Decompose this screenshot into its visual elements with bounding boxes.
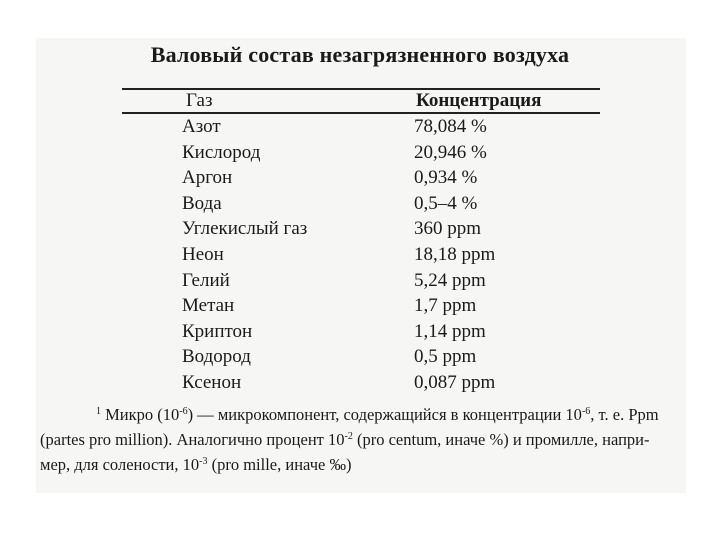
page-title: Валовый состав незагрязненного воздуха (150, 42, 570, 67)
footnote-text: Микро (10 (105, 405, 180, 424)
footnote-marker: 1 (96, 406, 101, 417)
footnote-text: (pro mille, иначе ‰) (207, 455, 352, 474)
gas-concentration: 360 ppm (414, 218, 482, 240)
gas-concentration: 1,14 ppm (414, 320, 486, 342)
header-gas: Газ (186, 90, 213, 111)
table-row (0, 193, 720, 219)
table-row (0, 270, 720, 296)
table-row (0, 218, 720, 244)
table-row (0, 116, 720, 142)
gas-name: Водород (182, 346, 251, 368)
header-concentration: Концентрация (416, 90, 542, 111)
table-header-rule (122, 112, 600, 114)
exponent: -6 (581, 406, 591, 417)
footnote-text: мер, для солености, 10 (40, 455, 200, 474)
footnote (40, 402, 680, 477)
gas-name: Углекислый газ (182, 218, 308, 240)
gas-concentration: 5,24 ppm (414, 269, 486, 291)
table-row (0, 167, 720, 193)
table-row (0, 142, 720, 168)
gas-name: Гелий (182, 269, 230, 291)
gas-concentration: 20,946 % (414, 141, 487, 163)
gas-concentration: 1,7 ppm (414, 295, 477, 317)
exponent: -6 (179, 406, 188, 417)
table-row (0, 321, 720, 347)
gas-name: Вода (182, 192, 222, 214)
table-row (0, 346, 720, 372)
exponent: -3 (199, 456, 208, 467)
gas-name: Криптон (182, 320, 253, 342)
gas-name: Азот (182, 116, 221, 137)
gas-concentration: 18,18 ppm (414, 243, 496, 265)
gas-concentration: 0,5 ppm (414, 346, 477, 368)
footnote-text: , т. е. Ppm (590, 405, 659, 424)
gas-table-body (0, 116, 720, 398)
footnote-text: (partes pro million). Аналогично процент 10 (40, 430, 345, 449)
gas-concentration: 0,087 ppm (414, 371, 496, 393)
gas-concentration: 0,5–4 % (414, 192, 478, 214)
gas-name: Метан (182, 295, 235, 317)
footnote-text: (pro centum, иначе %) и промилле, напри- (352, 430, 650, 449)
table-row (0, 372, 720, 398)
exponent: -2 (344, 431, 353, 442)
footnote-line-3 (40, 452, 680, 477)
table-row (0, 295, 720, 321)
gas-concentration: 78,084 % (414, 116, 487, 137)
gas-name: Ксенон (182, 371, 242, 393)
gas-name: Неон (182, 243, 224, 265)
gas-concentration: 0,934 % (414, 167, 478, 189)
table-row (0, 244, 720, 270)
footnote-line-1 (40, 402, 680, 427)
gas-name: Аргон (182, 167, 233, 189)
footnote-line-2 (40, 427, 680, 452)
footnote-text: ) — микрокомпонент, содержащийся в концентрации 10 (187, 405, 582, 424)
gas-name: Кислород (182, 141, 261, 163)
